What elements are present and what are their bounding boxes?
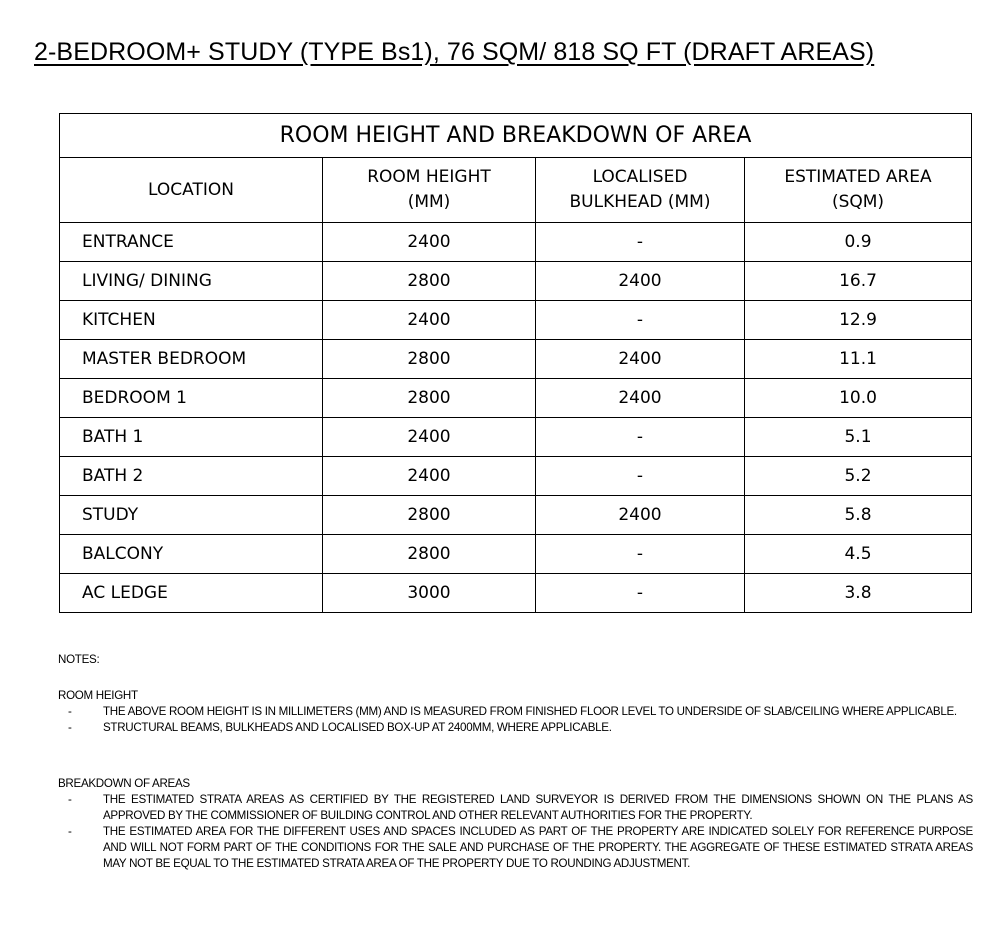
estimated-area-cell: 12.9 — [745, 301, 972, 340]
bulkhead-cell: - — [536, 301, 745, 340]
note-item: - THE ABOVE ROOM HEIGHT IS IN MILLIMETERS (MM) AND IS MEASURED FROM FINISHED FLOOR LEVEL TO UNDERSIDE OF SLAB/CEILING WHERE APPLICABLE. — [68, 705, 957, 718]
bulkhead-cell: - — [536, 535, 745, 574]
location-cell: STUDY — [60, 496, 323, 535]
table-title: ROOM HEIGHT AND BREAKDOWN OF AREA — [60, 114, 972, 158]
estimated-area-cell: 10.0 — [745, 379, 972, 418]
room-height-cell: 3000 — [323, 574, 536, 613]
header-area-line1: ESTIMATED AREA — [784, 167, 932, 187]
bulkhead-cell: - — [536, 418, 745, 457]
header-room-height-line2: (MM) — [407, 192, 451, 212]
location-cell: ENTRANCE — [60, 223, 323, 262]
estimated-area-cell: 5.8 — [745, 496, 972, 535]
header-estimated-area — [745, 158, 972, 223]
note-text: STRUCTURAL BEAMS, BULKHEADS AND LOCALISED BOX-UP AT 2400MM, WHERE APPLICABLE. — [103, 721, 612, 734]
header-room-height-line1: ROOM HEIGHT — [367, 167, 491, 187]
note-text: THE ESTIMATED AREA FOR THE DIFFERENT USES AND SPACES INCLUDED AS PART OF THE PROPERTY ARE INDICATED SOLELY FOR REFERENCE PURPOSE AND WILL NOT FORM PART OF THE CONDITIONS FOR THE SALE AND PURCHASE OF THE PROPERTY. THE AGGREGATE OF THESE ESTIMATED STRATA AREAS MAY NOT BE EQUAL TO THE ESTIMATED STRATA AREA OF THE PROPERTY DUE TO ROUNDING ADJUSTMENT. — [103, 825, 973, 870]
table-row — [60, 301, 972, 340]
location-cell: AC LEDGE — [60, 574, 323, 613]
bulkhead-cell: 2400 — [536, 340, 745, 379]
header-bulkhead-line1: LOCALISED — [592, 167, 688, 187]
location-cell: BALCONY — [60, 535, 323, 574]
table-row — [60, 457, 972, 496]
room-height-cell: 2400 — [323, 418, 536, 457]
page-title: 2-BEDROOM+ STUDY (TYPE Bs1), 76 SQM/ 818 SQ FT (DRAFT AREAS) — [34, 38, 875, 66]
bulkhead-cell: - — [536, 223, 745, 262]
note-item: - THE ESTIMATED STRATA AREAS AS CERTIFIED BY THE REGISTERED LAND SURVEYOR IS DERIVED FROM THE DIMENSIONS SHOWN ON THE PLANS AS APPROVED BY THE COMMISSIONER OF BUILDING CONTROL AND OTHER RELEVANT AUTHORITIES FOR THE PROPERTY. — [68, 793, 973, 822]
estimated-area-cell: 5.2 — [745, 457, 972, 496]
table-row — [60, 496, 972, 535]
table-row — [60, 223, 972, 262]
estimated-area-cell: 11.1 — [745, 340, 972, 379]
room-height-cell: 2400 — [323, 223, 536, 262]
bulkhead-cell: 2400 — [536, 496, 745, 535]
table-row — [60, 340, 972, 379]
note-item: - THE ESTIMATED AREA FOR THE DIFFERENT USES AND SPACES INCLUDED AS PART OF THE PROPERTY ARE INDICATED SOLELY FOR REFERENCE PURPOSE AND WILL NOT FORM PART OF THE CONDITIONS FOR THE SALE AND PURCHASE OF THE PROPERTY. THE AGGREGATE OF THESE ESTIMATED STRATA AREAS MAY NOT BE EQUAL TO THE ESTIMATED STRATA AREA OF THE PROPERTY DUE TO ROUNDING ADJUSTMENT. — [68, 825, 973, 870]
notes-heading: NOTES: — [58, 653, 100, 666]
bulkhead-cell: 2400 — [536, 379, 745, 418]
estimated-area-cell: 16.7 — [745, 262, 972, 301]
bulkhead-cell: - — [536, 574, 745, 613]
room-height-cell: 2400 — [323, 457, 536, 496]
room-height-cell: 2800 — [323, 496, 536, 535]
notes-section — [58, 652, 973, 872]
header-location — [60, 158, 323, 223]
header-location-label: LOCATION — [148, 179, 234, 200]
location-cell: BEDROOM 1 — [60, 379, 323, 418]
header-bulkhead — [536, 158, 745, 223]
table-row — [60, 535, 972, 574]
location-cell: BATH 1 — [60, 418, 323, 457]
table-row — [60, 574, 972, 613]
area-breakdown-table — [59, 113, 972, 613]
location-cell: BATH 2 — [60, 457, 323, 496]
header-area-line2: (SQM) — [831, 192, 885, 212]
room-height-notes-list — [58, 704, 973, 736]
breakdown-notes — [58, 776, 973, 872]
breakdown-notes-list — [58, 792, 973, 872]
room-height-cell: 2800 — [323, 340, 536, 379]
header-bulkhead-line2: BULKHEAD (MM) — [569, 192, 711, 212]
room-height-cell: 2800 — [323, 379, 536, 418]
breakdown-notes-title: BREAKDOWN OF AREAS — [58, 777, 190, 790]
table-row — [60, 418, 972, 457]
room-height-notes-title: ROOM HEIGHT — [58, 689, 138, 702]
estimated-area-cell: 4.5 — [745, 535, 972, 574]
room-height-cell: 2400 — [323, 301, 536, 340]
note-text: THE ESTIMATED STRATA AREAS AS CERTIFIED BY THE REGISTERED LAND SURVEYOR IS DERIVED FROM THE DIMENSIONS SHOWN ON THE PLANS AS APPROVED BY THE COMMISSIONER OF BUILDING CONTROL AND OTHER RELEVANT AUTHORITIES FOR THE PROPERTY. — [103, 793, 973, 822]
location-cell: MASTER BEDROOM — [60, 340, 323, 379]
table-row — [60, 262, 972, 301]
room-height-notes — [58, 688, 973, 736]
estimated-area-cell: 3.8 — [745, 574, 972, 613]
bulkhead-cell: - — [536, 457, 745, 496]
note-item: - STRUCTURAL BEAMS, BULKHEADS AND LOCALISED BOX-UP AT 2400MM, WHERE APPLICABLE. — [68, 721, 612, 734]
location-cell: LIVING/ DINING — [60, 262, 323, 301]
location-cell: KITCHEN — [60, 301, 323, 340]
estimated-area-cell: 5.1 — [745, 418, 972, 457]
note-text: THE ABOVE ROOM HEIGHT IS IN MILLIMETERS (MM) AND IS MEASURED FROM FINISHED FLOOR LEVEL TO UNDERSIDE OF SLAB/CEILING WHERE APPLICABLE. — [103, 705, 957, 718]
estimated-area-cell: 0.9 — [745, 223, 972, 262]
room-height-cell: 2800 — [323, 262, 536, 301]
table-row — [60, 379, 972, 418]
header-room-height — [323, 158, 536, 223]
bulkhead-cell: 2400 — [536, 262, 745, 301]
room-height-cell: 2800 — [323, 535, 536, 574]
